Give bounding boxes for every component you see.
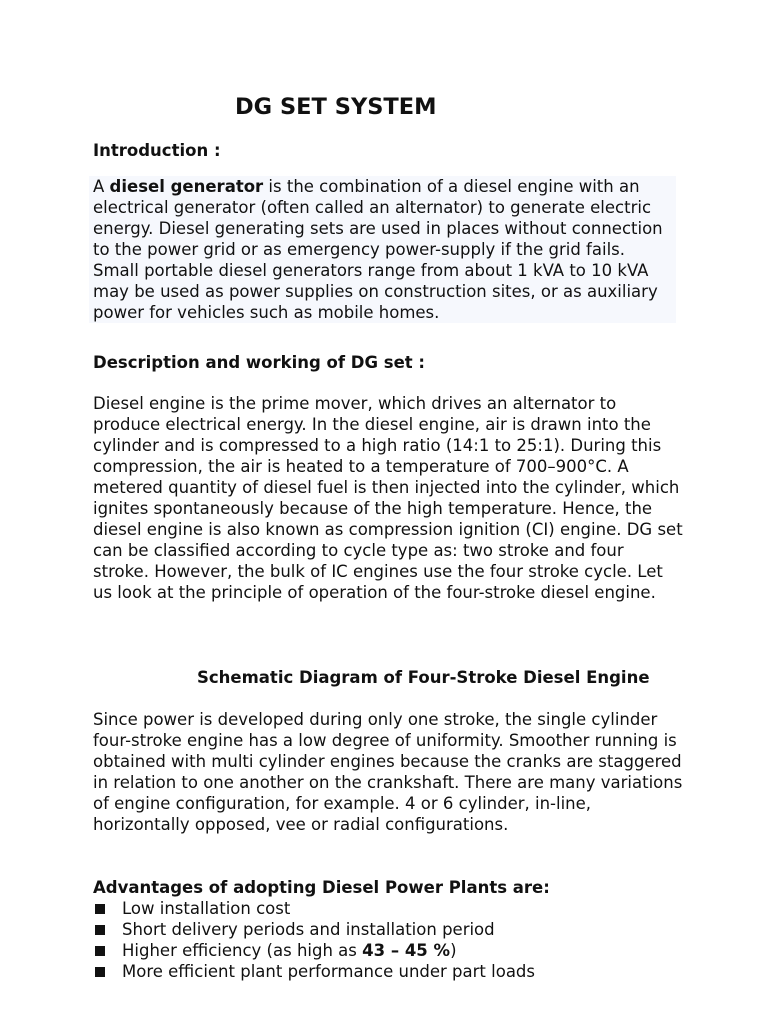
schematic-heading-text: Schematic Diagram of Four-Stroke Diesel Engine [197, 668, 650, 687]
bullet-square-icon [95, 925, 105, 935]
introduction-term: diesel generator [109, 177, 264, 196]
description-paragraph: Diesel engine is the prime mover, which drives an alternator to produce electrical energy. In the diesel engine, air is drawn into the cylinder and is compressed to a high ratio (14:1 to 25:1). During this compression, the air is heated to a temperature of 700–900°C. A metered quantity of diesel fuel is then injected into the cylinder, which ignites spontaneously because of the high temperature. Hence, the diesel engine is also known as compression ignition (CI) engine. DG set can be classified according to cycle type as: two stroke and four stroke. However, the bulk of IC engines use the four stroke cycle. Let us look at the principle of operation of the four-stroke diesel engine. [93, 394, 683, 602]
list-item [93, 898, 535, 919]
description-heading: Description and working of DG set : [93, 353, 426, 372]
list-item-text: More efficient plant performance under part loads [122, 962, 535, 981]
introduction-heading: Introduction : [93, 141, 221, 160]
list-item-text-pre: Higher efficiency (as high as [122, 941, 363, 960]
list-item [93, 961, 535, 982]
list-item-text-bold: 43 – 45 % [362, 941, 451, 960]
list-item [93, 940, 535, 961]
list-item-text: Short delivery periods and installation period [122, 920, 495, 939]
page-title: DG SET SYSTEM [235, 94, 437, 120]
introduction-body: is the combination of a diesel engine with an electrical generator (often called an alternator) to generate electric energy. Diesel generating sets are used in places without connection to the power grid or as emergency power-supply if the grid fails. Small portable diesel generators range from about 1 kVA to 10 kVA may be used as power supplies on construction sites, or as auxiliary power for vehicles such as mobile homes. [93, 177, 663, 322]
schematic-heading [93, 667, 683, 688]
advantages-heading: Advantages of adopting Diesel Power Plants are: [93, 878, 550, 897]
list-item [93, 919, 535, 940]
introduction-lead: A [93, 177, 110, 196]
bullet-square-icon [95, 967, 105, 977]
list-item-text-post: ) [450, 941, 457, 960]
introduction-paragraph [89, 176, 676, 323]
schematic-paragraph: Since power is developed during only one stroke, the single cylinder four-stroke engine has a low degree of uniformity. Smoother running is obtained with multi cylinder engines because the cranks are staggered in relation to one another on the crankshaft. There are many variations of engine configuration, for example. 4 or 6 cylinder, in-line, horizontally opposed, vee or radial configurations. [93, 710, 683, 834]
advantages-list [93, 898, 535, 982]
bullet-square-icon [95, 946, 105, 956]
list-item-text: Low installation cost [122, 899, 291, 918]
bullet-square-icon [95, 904, 105, 914]
